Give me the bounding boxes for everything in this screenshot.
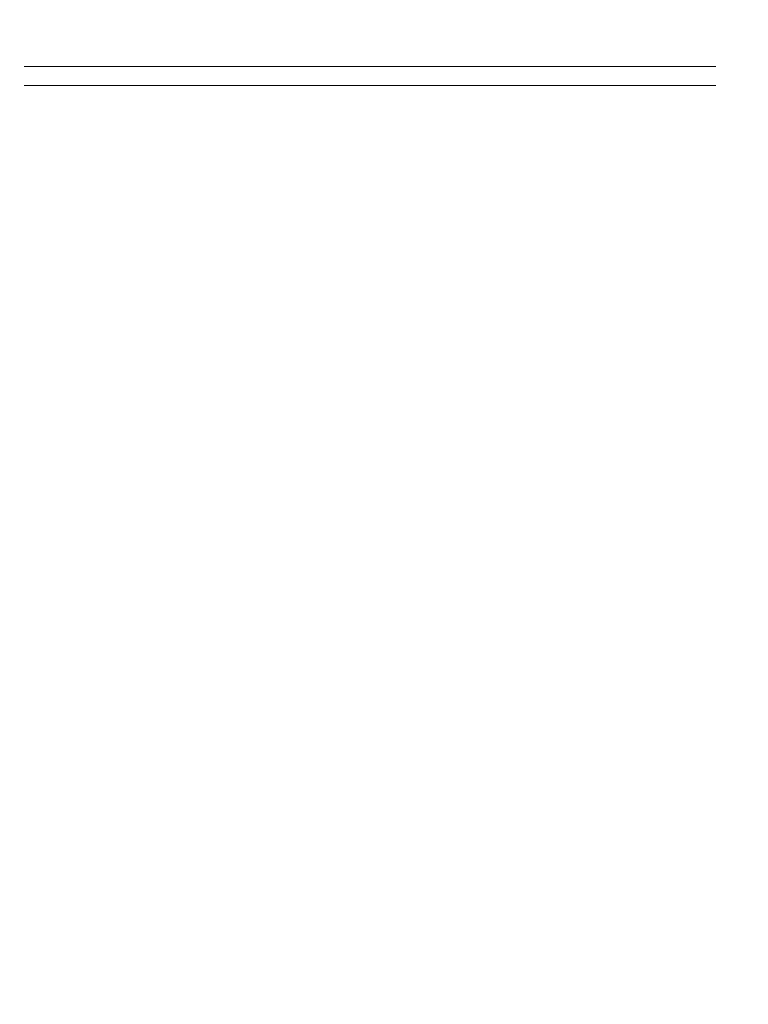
product-table <box>24 66 716 86</box>
table-header <box>24 66 716 86</box>
